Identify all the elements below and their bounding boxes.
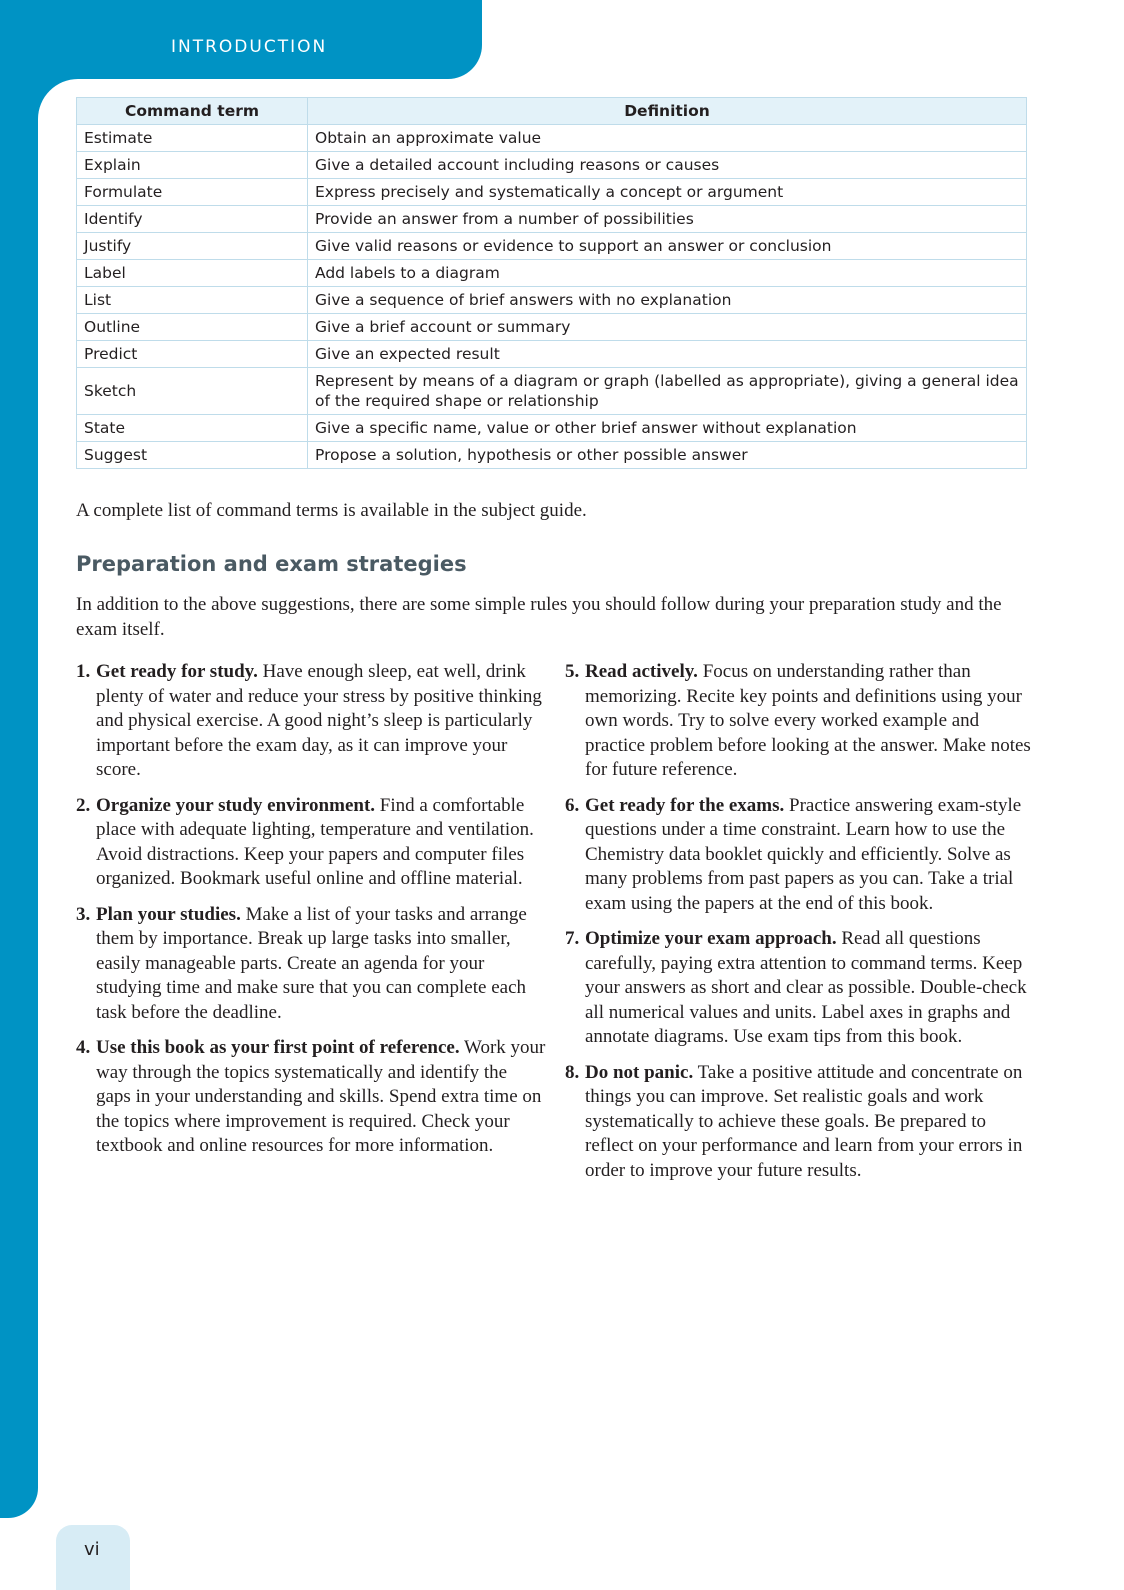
term-cell: Estimate <box>77 125 308 152</box>
list-item <box>565 1061 1035 1184</box>
definition-cell: Give a detailed account including reasons or causes <box>308 152 1027 179</box>
item-lead: Organize your study environment. <box>96 794 376 816</box>
list-item <box>565 927 1035 1050</box>
item-number: 4. <box>76 1037 91 1058</box>
definition-cell: Add labels to a diagram <box>308 260 1027 287</box>
item-text: Find a comfortable place with adequate lighting, temperature and ventilation. Avoid distractions. Keep your papers and computer files organized. Bookmark useful online and offline material. <box>96 794 534 889</box>
item-lead: Do not panic. <box>585 1061 694 1083</box>
definition-cell: Propose a solution, hypothesis or other possible answer <box>308 442 1027 469</box>
definition-cell: Give a brief account or summary <box>308 314 1027 341</box>
term-cell: Predict <box>77 341 308 368</box>
table-row <box>77 260 1027 287</box>
definition-cell: Give an expected result <box>308 341 1027 368</box>
item-number: 5. <box>565 661 580 682</box>
page-number: vi <box>56 1525 130 1590</box>
strategies-list-right <box>565 660 1035 1194</box>
subject-guide-note: A complete list of command terms is available in the subject guide. <box>76 500 587 521</box>
term-cell: Justify <box>77 233 308 260</box>
term-cell: Formulate <box>77 179 308 206</box>
table-row <box>77 442 1027 469</box>
list-item <box>565 794 1035 917</box>
table-header-row <box>77 98 1027 125</box>
table-row <box>77 179 1027 206</box>
item-number: 7. <box>565 928 580 949</box>
table-row <box>77 287 1027 314</box>
definition-cell: Give a specific name, value or other brief answer without explanation <box>308 415 1027 442</box>
item-number: 3. <box>76 903 91 925</box>
term-cell: Outline <box>77 314 308 341</box>
term-cell: State <box>77 415 308 442</box>
table-row <box>77 152 1027 179</box>
table-row <box>77 341 1027 368</box>
item-text: Make a list of your tasks and arrange them by importance. Break up large tasks into smaller, easily manageable parts. Create an agenda for your studying time and make sure that you can complete each task before the deadline. <box>96 903 527 1023</box>
item-number: 2. <box>76 794 91 816</box>
definition-cell: Provide an answer from a number of possibilities <box>308 206 1027 233</box>
column-header-definition: Definition <box>308 98 1027 125</box>
item-number: 6. <box>565 794 580 816</box>
item-lead: Get ready for study. <box>96 661 258 682</box>
item-text: Have enough sleep, eat well, drink plenty of water and reduce your stress by positive thinking and physical exercise. A good night’s sleep is particularly important before the exam day, as it can improve your score. <box>96 661 542 780</box>
sidebar-band <box>0 0 38 1518</box>
item-number: 1. <box>76 661 91 682</box>
section-heading: Preparation and exam strategies <box>76 552 467 576</box>
list-item <box>76 903 546 1026</box>
chapter-title: INTRODUCTION <box>171 37 328 57</box>
list-item <box>76 794 546 892</box>
term-cell: Label <box>77 260 308 287</box>
term-cell: Sketch <box>77 368 308 415</box>
definition-cell: Obtain an approximate value <box>308 125 1027 152</box>
item-lead: Optimize your exam approach. <box>585 928 837 949</box>
column-header-term: Command term <box>77 98 308 125</box>
item-lead: Use this book as your first point of reference. <box>96 1037 460 1058</box>
list-item <box>76 1036 546 1159</box>
term-cell: List <box>77 287 308 314</box>
item-text: Read all questions carefully, paying extra attention to command terms. Keep your answers as short and clear as possible. Double-check all numerical values and units. Label axes in graphs and annotate diagrams. Use exam tips from this book. <box>585 928 1027 1047</box>
definition-cell: Represent by means of a diagram or graph (labelled as appropriate), giving a general idea of the required shape or relationship <box>308 368 1027 415</box>
table-row <box>77 415 1027 442</box>
table-row <box>77 368 1027 415</box>
term-cell: Explain <box>77 152 308 179</box>
item-lead: Get ready for the exams. <box>585 794 785 816</box>
table-row <box>77 233 1027 260</box>
section-intro: In addition to the above suggestions, there are some simple rules you should follow during your preparation study and the exam itself. <box>76 594 1002 640</box>
item-text: Work your way through the topics systematically and identify the gaps in your understanding and skills. Spend extra time on the topics where improvement is required. Check your textbook and online resources for more information. <box>96 1037 546 1156</box>
item-lead: Plan your studies. <box>96 903 241 925</box>
command-terms-table <box>76 97 1027 469</box>
term-cell: Identify <box>77 206 308 233</box>
list-item <box>76 660 546 783</box>
item-text: Take a positive attitude and concentrate on things you can improve. Set realistic goals and work systematically to achieve these goals. Be prepared to reflect on your performance and learn from your errors in order to improve your future results. <box>585 1061 1023 1181</box>
item-lead: Read actively. <box>585 661 698 682</box>
definition-cell: Give a sequence of brief answers with no explanation <box>308 287 1027 314</box>
strategies-list-left <box>76 660 546 1170</box>
table-row <box>77 314 1027 341</box>
item-text: Practice answering exam-style questions under a time constraint. Learn how to use the Chemistry data booklet quickly and efficiently. Solve as many problems from past papers as you can. Take a trial exam using the papers at the end of this book. <box>585 794 1022 914</box>
term-cell: Suggest <box>77 442 308 469</box>
item-number: 8. <box>565 1061 580 1083</box>
table-row <box>77 206 1027 233</box>
definition-cell: Express precisely and systematically a concept or argument <box>308 179 1027 206</box>
list-item <box>565 660 1035 783</box>
definition-cell: Give valid reasons or evidence to support an answer or conclusion <box>308 233 1027 260</box>
table-row <box>77 125 1027 152</box>
item-text: Focus on understanding rather than memorizing. Recite key points and definitions using your own words. Try to solve every worked example and practice problem before looking at the answer. Make notes for future reference. <box>585 661 1031 780</box>
